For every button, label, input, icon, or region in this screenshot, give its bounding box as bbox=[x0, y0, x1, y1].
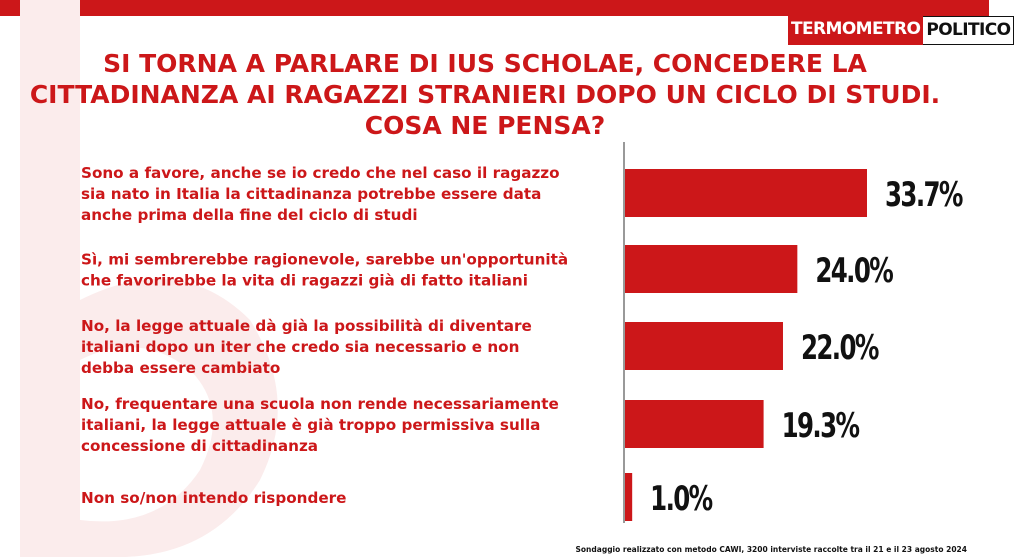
category-label bbox=[81, 395, 559, 455]
survey-footnote: Sondaggio realizzato con metodo CAWI, 3200 interviste raccolte tra il 21 e il 23 agosto 2024 bbox=[575, 545, 967, 554]
category-label-line: italiani dopo un iter che credo sia necessario e non bbox=[81, 338, 520, 356]
category-label-line: che favorirebbe la vita di ragazzi già di fatto italiani bbox=[81, 271, 528, 290]
category-label-line: anche prima della fine del ciclo di studi bbox=[81, 206, 418, 224]
bar bbox=[625, 245, 797, 293]
bar bbox=[625, 322, 783, 370]
value-label: 19.3% bbox=[781, 406, 859, 446]
value-label: 24.0% bbox=[815, 251, 893, 291]
category-label-line: italiani, la legge attuale è già troppo permissiva sulla bbox=[81, 416, 541, 434]
category-label bbox=[81, 251, 568, 290]
logo-part-1: TERMOMETRO bbox=[788, 16, 923, 45]
bar bbox=[625, 473, 632, 521]
category-label-line: No, la legge attuale dà già la possibilità di diventare bbox=[81, 317, 532, 335]
page-title: SI TORNA A PARLARE DI IUS SCHOLAE, CONCEDERE LA CITTADINANZA AI RAGAZZI STRANIERI DOPO UN CICLO DI STUDI. COSA NE PENSA? bbox=[29, 49, 941, 140]
category-label-line: concessione di cittadinanza bbox=[81, 437, 319, 455]
category-label-line: No, frequentare una scuola non rende necessariamente bbox=[81, 395, 559, 413]
value-label: 22.0% bbox=[800, 328, 878, 368]
category-label-line: Non so/non intendo rispondere bbox=[81, 489, 347, 507]
category-label-line: Sono a favore, anche se io credo che nel caso il ragazzo bbox=[81, 164, 560, 182]
category-label-line: Sì, mi sembrerebbe ragionevole, sarebbe un'opportunità bbox=[81, 250, 569, 269]
category-label bbox=[81, 164, 560, 224]
bar bbox=[625, 400, 764, 448]
category-label-line: debba essere cambiato bbox=[81, 359, 281, 377]
category-label-line: sia nato in Italia la cittadinanza potrebbe essere data bbox=[81, 185, 542, 203]
bar bbox=[625, 169, 867, 217]
value-label: 1.0% bbox=[650, 479, 712, 519]
category-label bbox=[81, 489, 346, 507]
logo-part-2: POLITICO bbox=[923, 16, 1014, 45]
value-label: 33.7% bbox=[885, 175, 962, 215]
category-label bbox=[81, 317, 532, 377]
